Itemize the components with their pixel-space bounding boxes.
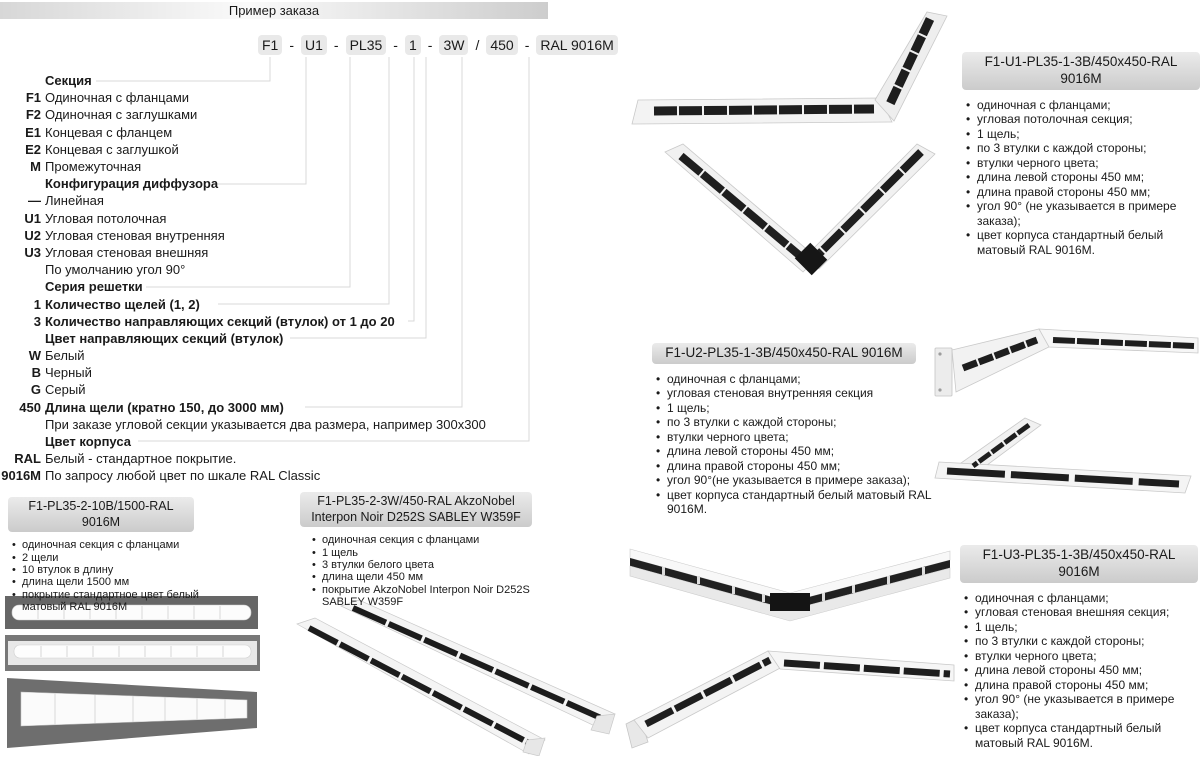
product-bullet-list	[310, 534, 540, 608]
legend-text: Одиночная с фланцами	[45, 90, 190, 106]
photo-linear-grilles	[5, 596, 270, 748]
legend-key: M	[30, 159, 41, 175]
legend-row	[0, 330, 545, 347]
legend-key: U3	[24, 244, 41, 260]
legend-key: E1	[25, 124, 41, 140]
code-token: 1	[405, 35, 421, 55]
legend-key: W	[28, 348, 41, 364]
product-bullet: • угол 90°(не указывается в примере заказа);	[654, 473, 952, 488]
product-title: F1-PL35-2-10B/1500-RAL 9016M	[8, 497, 194, 532]
legend-text: Угловая потолочная	[45, 210, 167, 226]
product-bullet: • 10 втулок в длину	[10, 564, 204, 576]
legend-text: Линейная	[45, 193, 104, 209]
legend-text: Секция	[45, 73, 92, 89]
product-bullet: • 1 щель	[310, 547, 540, 559]
product-title: F1-PL35-2-3W/450-RAL AkzoNobel Interpon Noir D252S SABLEY W359F	[300, 492, 532, 527]
product-bullet: • угловая стеновая внешняя секция;	[962, 605, 1200, 620]
legend-key: E2	[25, 141, 41, 157]
product-title: F1-U3-PL35-1-3B/450x450-RAL 9016M	[960, 545, 1198, 583]
photo-inner-corner-grille-bottom	[933, 416, 1200, 494]
code-token: 3W	[439, 35, 468, 55]
product-bullet: • втулки черного цвета;	[962, 649, 1200, 664]
legend-key: 9016M	[1, 468, 41, 484]
product-bullet: • 1 щель;	[962, 620, 1200, 635]
photo-outer-corner-grille-bottom	[622, 640, 957, 752]
product-bullet-list	[10, 539, 204, 613]
product-bullet: • 1 щель;	[654, 401, 952, 416]
product-bullet: • по 3 втулки с каждой стороны;	[964, 141, 1200, 156]
product-bullet: • длина щели 450 мм	[310, 571, 540, 583]
legend-text: По запросу любой цвет по шкале RAL Classic	[45, 468, 321, 484]
product-bullet: • цвет корпуса стандартный белый матовый RAL 9016M.	[654, 488, 952, 517]
legend-row	[0, 141, 545, 158]
product-bullet: • одиночная с фланцами;	[654, 372, 952, 387]
photo-outer-corner-grille-top	[622, 533, 957, 638]
legend-text: При заказе угловой секции указывается два размера, например 300x300	[45, 416, 486, 432]
legend-row	[0, 295, 545, 312]
code-token: PL35	[346, 35, 387, 55]
order-code	[258, 35, 618, 55]
legend-row	[0, 261, 545, 278]
product-bullet: • угловая стеновая внутренняя секция	[654, 386, 952, 401]
product-bullet-list	[964, 98, 1200, 258]
product-block-akzonobel	[300, 492, 540, 609]
legend-key: —	[28, 193, 41, 209]
legend-text: Цвет корпуса	[45, 434, 131, 450]
legend-row	[0, 124, 545, 141]
code-token: U1	[301, 35, 327, 55]
legend-row	[0, 72, 545, 89]
legend-text: Количество щелей (1, 2)	[45, 296, 200, 312]
legend-row	[0, 175, 545, 192]
photo-inner-corner-grille-top	[933, 326, 1200, 414]
legend-row	[0, 347, 545, 364]
product-bullet: • по 3 втулки с каждой стороны;	[654, 415, 952, 430]
product-bullet: • длина левой стороны 450 мм;	[962, 663, 1200, 678]
legend-row	[0, 381, 545, 398]
product-bullet: • по 3 втулки с каждой стороны;	[962, 634, 1200, 649]
legend-row	[0, 89, 545, 106]
legend-text: Длина щели (кратно 150, до 3000 мм)	[45, 399, 284, 415]
product-bullet-list	[654, 372, 952, 517]
legend-text: Концевая с фланцем	[45, 124, 173, 140]
product-bullet-list	[962, 591, 1200, 751]
legend-key: U1	[24, 210, 41, 226]
legend-text: Конфигурация диффузора	[45, 176, 219, 192]
page-title: Пример заказа	[228, 3, 320, 18]
legend-row	[0, 313, 545, 330]
product-bullet: • одиночная секция с фланцами	[310, 534, 540, 546]
code-token: -	[524, 37, 530, 53]
legend-text: По умолчанию угол 90°	[45, 262, 186, 278]
product-bullet: • угол 90° (не указывается в примере заказа);	[962, 692, 1200, 721]
product-bullet: • 3 втулки белого цвета	[310, 559, 540, 571]
legend-text: Одиночная с заглушками	[45, 107, 198, 123]
product-bullet: • длина левой стороны 450 мм;	[964, 170, 1200, 185]
code-token: -	[393, 37, 398, 53]
photo-diagonal-grilles	[283, 598, 618, 756]
legend-row	[0, 278, 545, 295]
legend-text: Количество направляющих секций (втулок) от 1 до 20	[45, 313, 395, 329]
product-bullet: • покрытие AkzoNobel Interpon Noir D252S SABLEY W359F	[310, 584, 540, 609]
legend-key: F2	[25, 107, 41, 123]
product-bullet: • длина щели 1500 мм	[10, 576, 204, 588]
product-title: F1-U2-PL35-1-3B/450x450-RAL 9016M	[652, 343, 916, 364]
legend-row	[0, 227, 545, 244]
product-bullet: • 1 щель;	[964, 127, 1200, 142]
legend-text: Концевая с заглушкой	[45, 141, 179, 157]
product-block-linear	[8, 497, 204, 614]
product-bullet: • одиночная секция с фланцами	[10, 539, 204, 551]
product-bullet: • цвет корпуса стандартный белый матовый RAL 9016M.	[964, 228, 1200, 257]
legend-row	[0, 467, 545, 484]
product-bullet: • длина правой стороны 450 мм;	[964, 185, 1200, 200]
product-bullet: • одиночная с фланцами;	[962, 591, 1200, 606]
product-bullet: • длина левой стороны 450 мм;	[654, 444, 952, 459]
legend-text: Серый	[45, 382, 86, 398]
legend-row	[0, 106, 545, 123]
legend-key: U2	[24, 227, 41, 243]
product-bullet: • угловая потолочная секция;	[964, 112, 1200, 127]
legend-text: Цвет направляющих секций (втулок)	[45, 330, 284, 346]
legend-row	[0, 210, 545, 227]
legend-row	[0, 192, 545, 209]
legend-row	[0, 433, 545, 450]
product-block-u1	[962, 52, 1200, 257]
legend-key: F1	[25, 90, 41, 106]
legend-text: Промежуточная	[45, 159, 142, 175]
product-bullet: • длина правой стороны 450 мм;	[962, 678, 1200, 693]
legend-row	[0, 450, 545, 467]
legend-key: B	[31, 365, 41, 381]
product-bullet: • одиночная с фланцами;	[964, 98, 1200, 113]
legend-key: 1	[33, 296, 41, 312]
legend-row	[0, 364, 545, 381]
code-token: /	[475, 37, 480, 53]
photo-corner-ceiling-grille-top	[628, 4, 953, 134]
code-token: F1	[258, 35, 282, 55]
legend-row	[0, 158, 545, 175]
legend-key: 3	[33, 313, 41, 329]
code-token: -	[289, 37, 295, 53]
product-bullet: • цвет корпуса стандартный белый матовый RAL 9016M.	[962, 721, 1200, 750]
product-bullet: • втулки черного цвета;	[964, 156, 1200, 171]
legend-text: Угловая стеновая внутренняя	[45, 227, 225, 243]
product-bullet: • 2 щели	[10, 552, 204, 564]
legend-text: Белый	[45, 348, 85, 364]
code-token: -	[427, 37, 433, 53]
legend-row	[0, 399, 545, 416]
product-bullet: • длина правой стороны 450 мм;	[654, 459, 952, 474]
photo-corner-ceiling-grille-v	[655, 138, 945, 288]
product-title: F1-U1-PL35-1-3B/450x450-RAL 9016M	[962, 52, 1200, 90]
code-token: RAL 9016M	[536, 35, 617, 55]
legend-text: Черный	[45, 365, 92, 381]
legend-text: Серия решетки	[45, 279, 143, 295]
product-bullet: • втулки черного цвета;	[654, 430, 952, 445]
legend-row	[0, 416, 545, 433]
order-code-legend	[0, 72, 545, 485]
product-bullet: • угол 90° (не указывается в примере заказа);	[964, 199, 1200, 228]
legend-key: 450	[19, 399, 41, 415]
product-bullet: • покрытие стандартное цвет белый матовый RAL 9016M	[10, 589, 204, 614]
legend-text: Угловая стеновая внешняя	[45, 244, 209, 260]
code-token: -	[333, 37, 339, 53]
legend-key: RAL	[14, 451, 41, 467]
legend-text: Белый - стандартное покрытие.	[45, 451, 237, 467]
product-block-u2	[652, 343, 952, 517]
code-token: 450	[486, 35, 517, 55]
legend-key: G	[30, 382, 41, 398]
legend-row	[0, 244, 545, 261]
product-block-u3	[960, 545, 1200, 750]
